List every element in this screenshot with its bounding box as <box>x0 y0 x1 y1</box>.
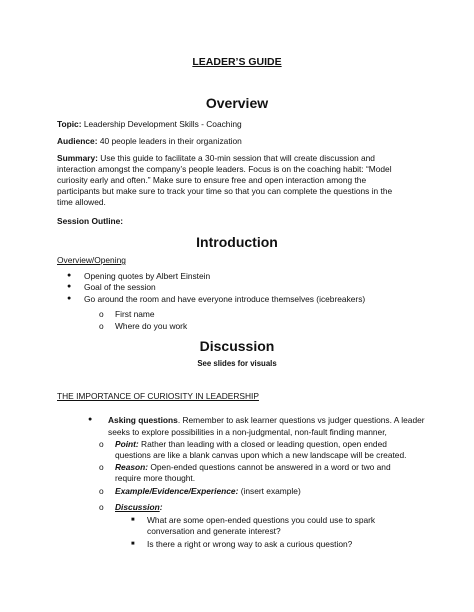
point-line-1 <box>115 439 387 450</box>
hollow-bullet-icon: o <box>99 309 104 319</box>
bullet-icon: ● <box>67 283 72 290</box>
question-2: Is there a right or wrong way to ask a curious question? <box>147 539 353 549</box>
audience-label: Audience: <box>57 136 98 146</box>
overview-opening-label: Overview/Opening <box>57 255 126 265</box>
example-label: Example/Evidence/Experience: <box>115 486 239 496</box>
hollow-bullet-icon: o <box>99 321 104 331</box>
asking-text-1: . Remember to ask learner questions vs judger questions. A leader <box>177 415 425 425</box>
asking-text-2: seeks to explore possibilities in a non-judgmental, non-fault finding manner, <box>108 427 387 437</box>
hollow-bullet-icon: o <box>99 486 104 496</box>
reason-text-2: require more thought. <box>115 473 196 483</box>
summary-text-5: time allowed. <box>57 197 106 207</box>
intro-bullet-2: Goal of the session <box>84 282 156 292</box>
point-label: Point: <box>115 439 139 449</box>
bullet-icon: ● <box>67 295 72 302</box>
introduction-heading: Introduction <box>196 234 278 250</box>
discussion-sub-label: Discussion <box>115 502 160 512</box>
bullet-icon: ● <box>67 272 72 279</box>
intro-bullet-3: Go around the room and have everyone introduce themselves (icebreakers) <box>84 294 366 304</box>
point-text-1: Rather than leading with a closed or leading question, open ended <box>138 439 387 449</box>
question-1-line-2: conversation and generate interest? <box>147 526 281 536</box>
bullet-icon: ● <box>88 416 93 423</box>
reason-text-1: Open-ended questions cannot be answered in a word or two and <box>148 462 391 472</box>
intro-subbullet-1: First name <box>115 309 155 319</box>
discussion-colon: : <box>159 502 163 512</box>
discussion-heading: Discussion <box>199 338 275 354</box>
overview-heading: Overview <box>205 95 269 111</box>
intro-subbullet-2: Where do you work <box>115 321 188 331</box>
summary-text-3: curiosity early and often.” Make sure to ensure free and open interaction among the <box>57 175 367 185</box>
see-slides-note: See slides for visuals <box>197 359 277 368</box>
topic-line <box>57 119 242 130</box>
intro-bullet-1: Opening quotes by Albert Einstein <box>84 271 211 281</box>
reason-label: Reason: <box>115 462 149 472</box>
example-line <box>115 486 301 497</box>
audience-value: 40 people leaders in their organization <box>97 136 242 146</box>
hollow-bullet-icon: o <box>99 462 104 472</box>
section-heading: THE IMPORTANCE OF CURIOSITY IN LEADERSHIP <box>57 391 259 401</box>
point-text-2: questions are like a blank canvas upon which a new landscape will be created. <box>115 450 407 460</box>
asking-label: Asking questions <box>108 415 178 425</box>
page-title: LEADER’S GUIDE <box>192 56 282 68</box>
hollow-bullet-icon: o <box>99 439 104 449</box>
asking-line-1 <box>108 415 425 426</box>
summary-text-4: participants but make sure to track your time so that you can complete the questions in the <box>57 186 393 196</box>
discussion-sub-line <box>115 502 162 513</box>
square-bullet-icon: ■ <box>131 517 135 523</box>
summary-text-1: Use this guide to facilitate a 30-min session that will create discussion and <box>97 153 375 163</box>
hollow-bullet-icon: o <box>99 502 104 512</box>
reason-line-1 <box>115 462 391 473</box>
square-bullet-icon: ■ <box>131 541 135 547</box>
question-1-line-1: What are some open-ended questions you could use to spark <box>147 515 376 525</box>
session-outline-label: Session Outline: <box>57 216 124 226</box>
topic-value: Leadership Development Skills - Coaching <box>81 119 242 129</box>
audience-line <box>57 136 242 147</box>
topic-label: Topic: <box>57 119 82 129</box>
summary-text-2: interaction amongst the company’s people leaders. Focus is on the coaching habit: “Model <box>57 164 392 174</box>
summary-line-1 <box>57 153 375 164</box>
summary-label: Summary: <box>57 153 98 163</box>
example-value: (insert example) <box>238 486 301 496</box>
